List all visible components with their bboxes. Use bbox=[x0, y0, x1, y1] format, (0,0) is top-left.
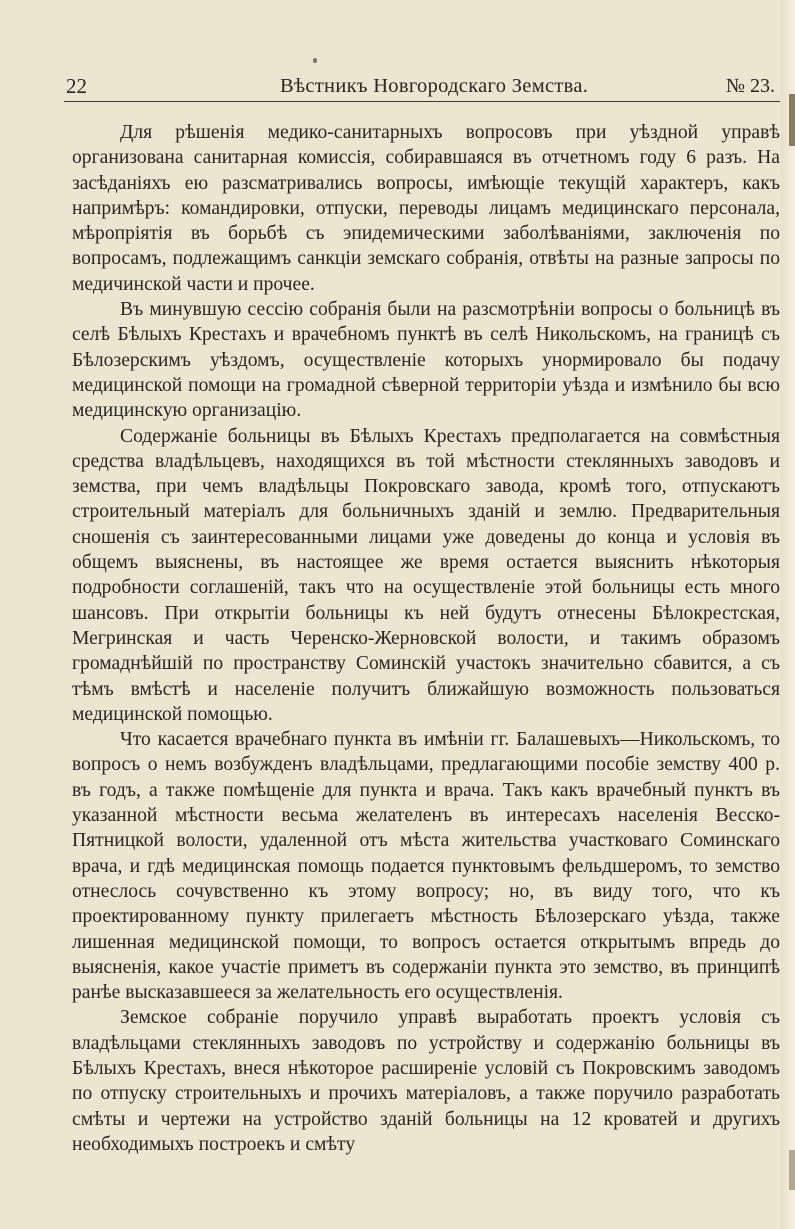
body-text bbox=[72, 120, 780, 1157]
ink-speck bbox=[313, 58, 317, 63]
issue-number: № 23. bbox=[725, 75, 775, 97]
running-header bbox=[66, 74, 778, 100]
page-edge bbox=[781, 0, 795, 1229]
binding-mark-lower bbox=[789, 1150, 795, 1190]
paragraph: Содержаніе больницы въ Бѣлыхъ Крестахъ предполагается на совмѣстныя средства владѣльцевъ, находящихся въ той мѣстности стеклянныхъ заводовъ и земства, при чемъ владѣльцы Покровскаго завода, кромѣ того, отпускаютъ строительный матеріалъ для больничныхъ зданій и землю. Предварительныя сношенія съ заинтересованными лицами уже доведены до конца и условія въ общемъ выяснены, въ настоящее же время остается выяснить нѣкоторыя подробности соглашеній, такъ что на осуществленіе этой больницы есть много шансовъ. При открытіи больницы къ ней будутъ отнесены Бѣлокрестская, Мегринская и часть Черенско-Жерновской волости, и такимъ образомъ громаднѣйшій по пространству Соминскій участокъ значительно сбавится, а съ тѣмъ вмѣстѣ и населеніе получитъ ближайшую возможность пользоваться медицинской помощью. bbox=[72, 425, 780, 725]
header-rule bbox=[64, 101, 780, 102]
paragraph: Земское собраніе поручило управѣ выработать проектъ условія съ владѣльцами стеклянныхъ заводовъ по устройству и содержанію больницы въ Бѣлыхъ Крестахъ, внеся нѣкоторое расширеніе условій съ Покровскимъ заводомъ по отпуску строительныхъ и прочихъ матеріаловъ, а также поручило разработать смѣты и чертежи на устройство зданій больницы на 12 кроватей и другихъ необходимыхъ построекъ и смѣту bbox=[72, 1007, 780, 1155]
page-number: 22 bbox=[66, 74, 87, 98]
journal-title: Вѣстникъ Новгородскаго Земства. bbox=[280, 75, 589, 97]
paragraph: Что касается врачебнаго пункта въ имѣніи гг. Балашевыхъ—Никольскомъ, то вопросъ о немъ возбужденъ владѣльцами, предлагающими пособіе земству 400 р. въ годъ, а также помѣщеніе для пункта и врача. Такъ какъ врачебный пунктъ въ указанной мѣстности весьма желателенъ въ интересахъ населенія Весско-Пятницкой волости, удаленной отъ мѣста жительства участковаго Соминскаго врача, и гдѣ медицинская помощь подается пунктовымъ фельдшеромъ, то земство отнеслось сочувственно къ этому вопросу; но, въ виду того, что къ проектированному пункту прилегаетъ мѣстность Бѣлозерскаго уѣзда, также лишенная медицинской помощи, то вопросъ остается открытымъ впредь до выясненія, какое участіе приметъ въ содержаніи пункта это земство, въ принципѣ ранѣе высказавшееся за желательность его осуществленія. bbox=[72, 729, 780, 1004]
paragraph: Въ минувшую сессію собранія были на разсмотрѣніи вопросы о больницѣ въ селѣ Бѣлыхъ Крестахъ и врачебномъ пунктѣ въ селѣ Никольскомъ, на границѣ съ Бѣлозерскимъ уѣздомъ, осуществленіе которыхъ унормировало бы подачу медицинской помощи на громадной сѣверной территоріи уѣзда и измѣнило бы всю медицинскую организацію. bbox=[72, 299, 780, 422]
binding-mark bbox=[789, 94, 795, 146]
paragraph: Для рѣшенія медико-санитарныхъ вопросовъ при уѣздной управѣ организована санитарная комиссія, собиравшаяся въ отчетномъ году 6 разъ. На засѣданіяхъ ею разсматривались вопросы, имѣющіе текущій характеръ, какъ напримѣръ: командировки, отпуски, переводы лицамъ медицинскаго персонала, мѣропріятія въ борьбѣ съ эпидемическими заболѣваніями, заключенія по вопросамъ, подлежащимъ санкціи земскаго собранія, отвѣты на разные запросы по медичинской части и прочее. bbox=[72, 122, 780, 295]
